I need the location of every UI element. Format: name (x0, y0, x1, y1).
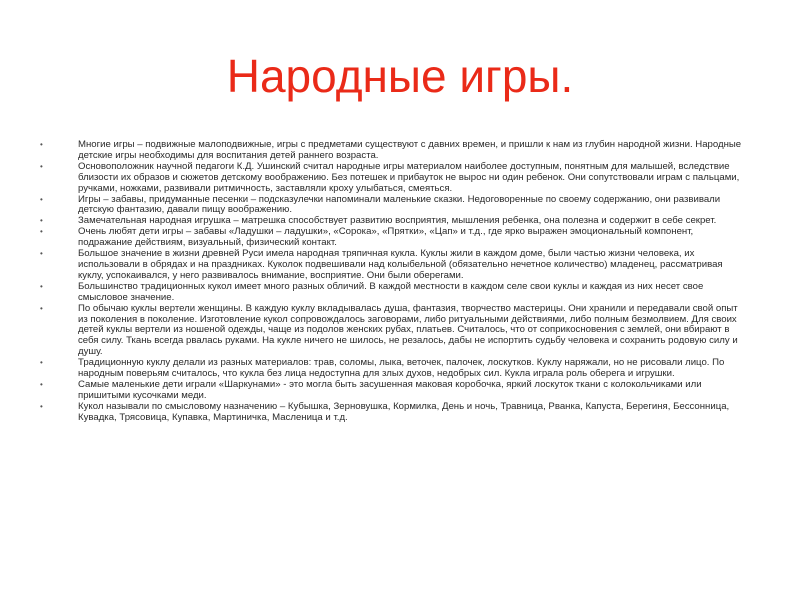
bullet-text: Многие игры – подвижные малоподвижные, игры с предметами существуют с давних времен, и пришли к нам из глубин народной жизни. Народные детские игры необходимы для воспитания детей раннего возраста. (78, 139, 742, 161)
bullet-text: Самые маленькие дети играли «Шаркунами» - это могла быть засушенная маковая коробочка, яркий лоскуток ткани с колокольчиками или пришитыми кусочками меди. (78, 378, 702, 401)
slide-title: Народные игры. (226, 50, 574, 102)
bullet-list (40, 140, 744, 424)
bullet-item-11 (40, 402, 744, 424)
bullet-icon: • (40, 401, 43, 411)
bullet-icon: • (40, 194, 43, 204)
bullet-text: Кукол называли по смысловому назначению – Кубышка, Зерновушка, Кормилка, День и ночь, Травница, Рванка, Капуста, Берегиня, Бессонница, Кувадка, Трясовица, Купавка, Мартиничка, Масленица и т.д. (78, 400, 730, 423)
bullet-item-8 (40, 304, 744, 359)
bullet-text: Большое значение в жизни древней Руси имела народная тряпичная кукла. Куклы жили в каждом доме, были частью жизни человека, их использовали в обрядах и на праздниках. Куколок подвешивали над колыбельной (обязательно нечетное количество) младенец, рассматривая куклу, успокаивался, у него развивалось внимание, восприятие. Они были оберегами. (78, 248, 723, 281)
bullet-icon: • (40, 249, 43, 259)
bullet-item-7 (40, 282, 744, 304)
bullet-item-9 (40, 358, 744, 380)
bullet-text: Традиционную куклу делали из разных материалов: трав, соломы, лыка, веточек, палочек, лоскутков. Куклу наряжали, но не рисовали лицо. По народным поверьям считалось, что кукла без лица недоступна для злых духов, недобрых сил. Кукла играла роль оберега и игрушки. (78, 357, 725, 380)
bullet-text: Очень любят дети игры – забавы «Ладушки – ладушки», «Сорока», «Прятки», «Цап» и т.д., где ярко выражен эмоциональный компонент, подражание действиям, визуальный, физический контакт. (78, 226, 694, 249)
bullet-icon: • (40, 140, 43, 149)
bullet-icon: • (40, 161, 43, 171)
bullet-icon: • (40, 358, 43, 368)
bullet-icon: • (40, 216, 43, 226)
bullet-text: Замечательная народная игрушка – матрешка способствует развитию восприятия, мышления ребенка, она полезна и содержит в себе секрет. (78, 215, 717, 227)
bullet-icon: • (40, 303, 43, 313)
bullet-item-10 (40, 380, 744, 402)
bullet-item-6 (40, 249, 744, 282)
bullet-text: Игры – забавы, придуманные песенки – подсказулечки напоминали маленькие сказки. Недоговоренные по своему содержанию, они развивали детскую фантазию, давали пищу воображению. (78, 193, 721, 216)
bullet-text: По обычаю куклы вертели женщины. В каждую куклу вкладывалась душа, фантазия, творчество мастерицы. Они хранили и передавали свой опыт из поколения в поколение. Изготовление кукол сопровождалось заговорами, либо ритуальными действиями, либо полным безмолвием. Для своих детей куклы вертели из ношеной одежды, чаще из подолов женских рубах, платьев. Считалось, что от соприкосновения с землей, они вбирают в себя силу. Ткань всегда рвалась руками. На кукле ничего не шилось, не резалось, дабы не испортить судьбу человека и сохранить родовую силу и душу. (78, 302, 738, 358)
bullet-text: Основоположник научной педагоги К.Д. Ушинский считал народные игры материалом наиболее доступным, понятным для малышей, вследствие близости их образов и сюжетов детскому воображению. Без потешек и прибауток не вырос ни один ребенок. Они сопутствовали играм с пальцами, ручками, ножками, развивали ритмичность, заставляли кроху улыбаться, смеяться. (78, 160, 740, 194)
bullet-item-1 (40, 140, 744, 162)
bullet-text: Большинство традиционных кукол имеет много разных обличий. В каждой местности в каждом селе свои куклы и каждая из них несет свое смысловое значение. (78, 280, 704, 303)
bullet-icon: • (40, 281, 43, 291)
bullet-icon: • (40, 227, 43, 237)
bullet-icon: • (40, 379, 43, 389)
bullet-item-2 (40, 162, 744, 195)
bullet-item-5 (40, 227, 744, 249)
bullet-item-3 (40, 195, 744, 217)
